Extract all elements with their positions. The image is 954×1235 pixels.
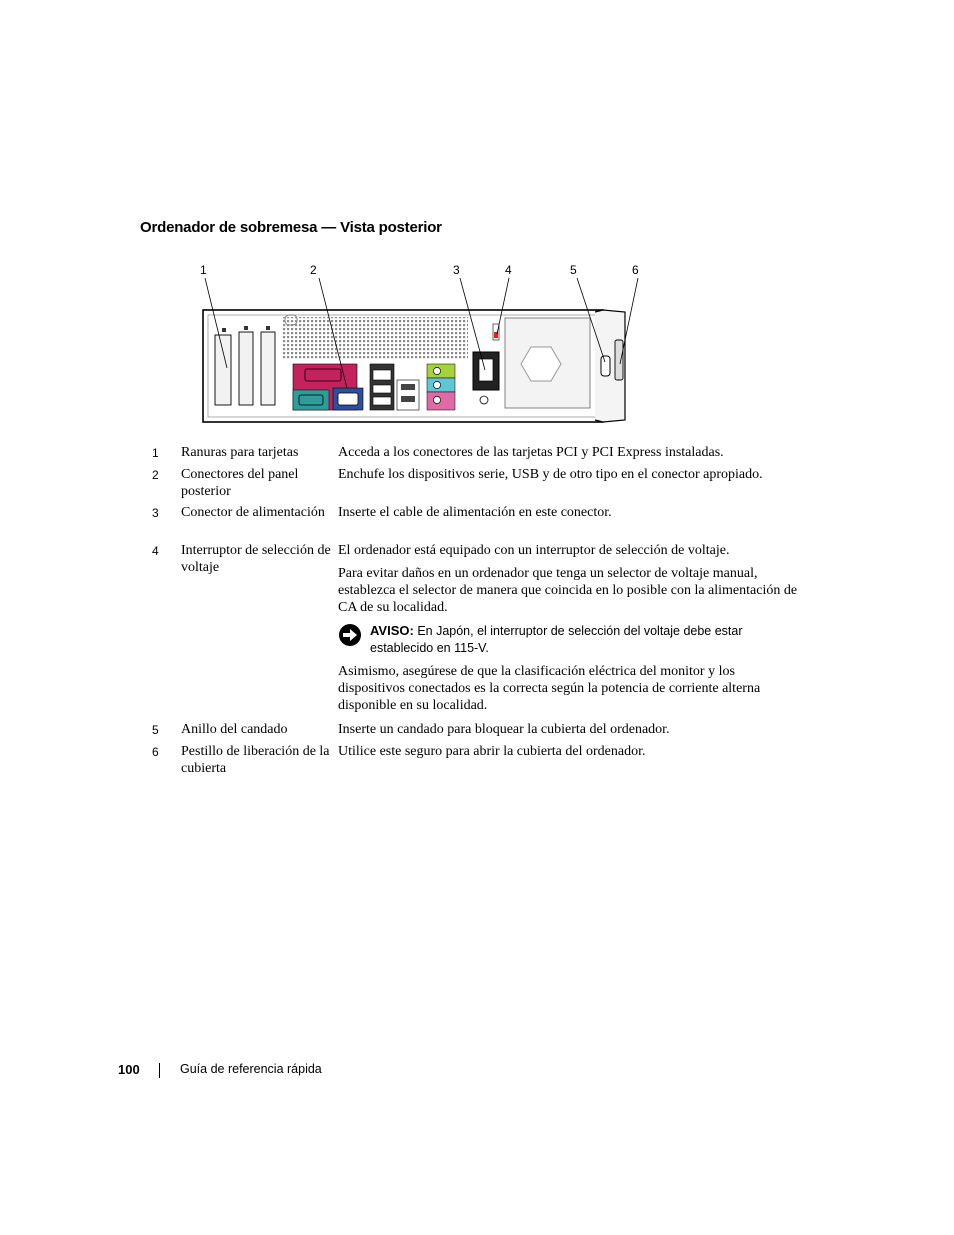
item-description <box>338 444 803 461</box>
item-description <box>338 721 803 738</box>
notice-text: En Japón, el interruptor de selección del voltaje debe estar establecido en 115-V. <box>370 624 743 655</box>
item-name: Ranuras para tarjetas <box>181 445 299 460</box>
page-number: 100 <box>118 1062 140 1077</box>
description-paragraph: Utilice este seguro para abrir la cubierta del ordenador. <box>338 744 646 759</box>
notice-arrow-icon <box>338 623 362 647</box>
callout-3: 3 <box>453 263 460 277</box>
item-number: 5 <box>152 723 159 737</box>
item-number: 2 <box>152 468 159 482</box>
callout-6: 6 <box>632 263 639 277</box>
description-paragraph: Inserte el cable de alimentación en este conector. <box>338 505 612 520</box>
description-paragraph: Para evitar daños en un ordenador que tenga un selector de voltaje manual, establezca el selector de manera que coincida en lo posible con la alimentación de CA de su localidad. <box>338 566 798 615</box>
description-paragraph: Acceda a los conectores de las tarjetas PCI y PCI Express instaladas. <box>338 445 724 460</box>
item-name: Interruptor de selección de voltaje <box>181 543 331 575</box>
item-description <box>338 466 803 483</box>
footer-title: Guía de referencia rápida <box>180 1062 322 1076</box>
rear-view-figure <box>195 260 645 430</box>
item-description <box>338 504 803 521</box>
notice-label: AVISO: <box>370 623 414 638</box>
notice-box <box>338 622 803 657</box>
computer-rear-illustration <box>195 260 645 430</box>
description-paragraph: Inserte un candado para bloquear la cubierta del ordenador. <box>338 722 670 737</box>
footer-divider <box>159 1063 160 1078</box>
item-number: 1 <box>152 446 159 460</box>
item-name: Conector de alimentación <box>181 505 325 520</box>
item-name: Pestillo de liberación de la cubierta <box>181 744 330 776</box>
description-paragraph: El ordenador está equipado con un interruptor de selección de voltaje. <box>338 543 730 558</box>
item-number: 3 <box>152 506 159 520</box>
callout-4: 4 <box>505 263 512 277</box>
item-number: 4 <box>152 544 159 558</box>
item-description <box>338 542 803 714</box>
callout-5: 5 <box>570 263 577 277</box>
section-heading: Ordenador de sobremesa — Vista posterior <box>140 219 442 236</box>
item-description <box>338 743 803 760</box>
callout-1: 1 <box>200 263 207 277</box>
item-number: 6 <box>152 745 159 759</box>
description-paragraph: Enchufe los dispositivos serie, USB y de otro tipo en el conector apropiado. <box>338 467 763 482</box>
item-name: Anillo del candado <box>181 722 288 737</box>
description-paragraph: Asimismo, asegúrese de que la clasificación eléctrica del monitor y los dispositivos conectados es la correcta según la potencia de corriente alterna disponible en su localidad. <box>338 664 761 713</box>
item-name: Conectores del panel posterior <box>181 467 299 499</box>
callout-2: 2 <box>310 263 317 277</box>
